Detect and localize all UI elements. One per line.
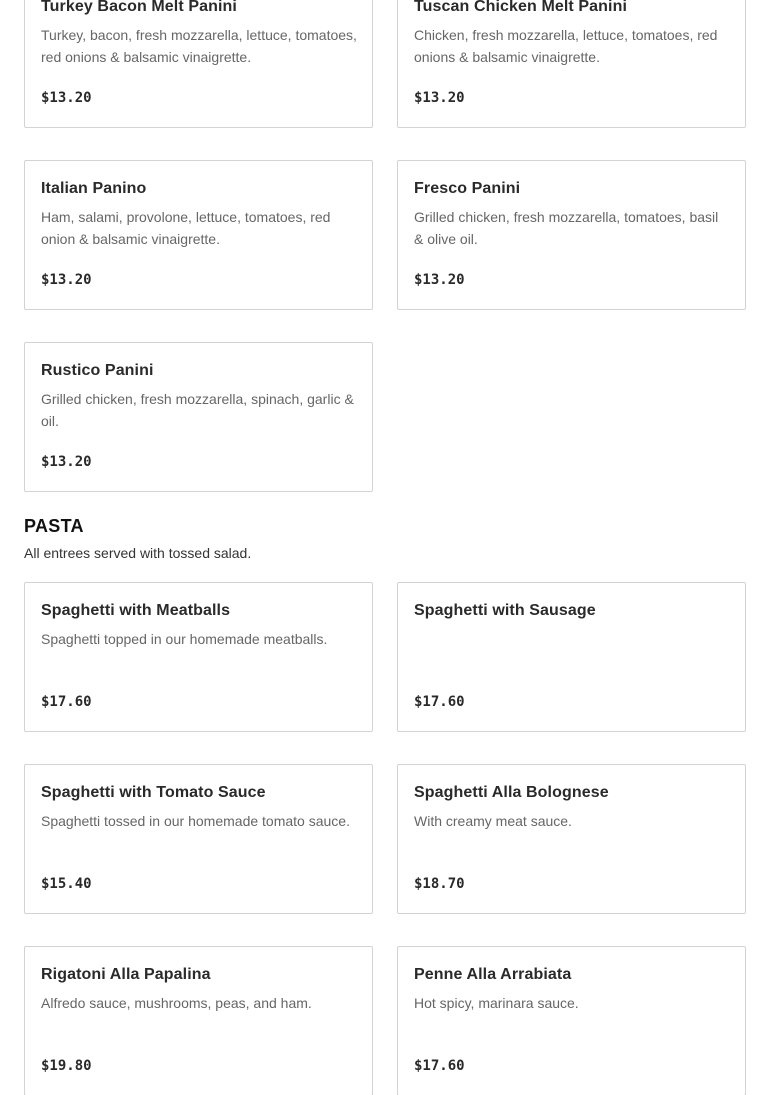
menu-item-card[interactable] [397,582,746,732]
item-description: Turkey, bacon, fresh mozzarella, lettuce, tomatoes, red onions & balsamic vinaigrette. [41,27,357,65]
item-name: Spaghetti with Tomato Sauce [41,784,266,801]
item-name: Turkey Bacon Melt Panini [41,0,237,15]
item-price: $17.60 [41,694,92,710]
item-name: Spaghetti with Meatballs [41,602,231,619]
item-description: With creamy meat sauce. [414,813,572,829]
item-price: $13.20 [41,454,92,470]
menu-item-card[interactable] [24,0,373,128]
item-price: $13.20 [41,90,92,106]
item-description: Spaghetti topped in our homemade meatballs. [41,631,328,647]
section-note: All entrees served with tossed salad. [24,545,252,561]
item-price: $19.80 [41,1058,92,1074]
section-title-pasta: PASTA [24,516,84,536]
item-price: $17.60 [414,1058,465,1074]
menu-item-card[interactable] [397,764,746,914]
item-price: $13.20 [41,272,92,288]
item-description: Spaghetti tossed in our homemade tomato sauce. [41,813,350,829]
menu-item-card[interactable] [397,0,746,128]
item-name: Tuscan Chicken Melt Panini [414,0,628,15]
item-name: Spaghetti with Sausage [414,602,596,619]
menu-item-card[interactable] [397,160,746,310]
item-name: Rustico Panini [41,362,154,379]
item-description: Alfredo sauce, mushrooms, peas, and ham. [41,995,312,1011]
item-name: Italian Panino [41,180,147,197]
menu-item-card[interactable] [24,582,373,732]
item-description: Grilled chicken, fresh mozzarella, tomatoes, basil & olive oil. [414,209,719,247]
item-price: $15.40 [41,876,92,892]
item-price: $13.20 [414,90,465,106]
menu-item-card[interactable] [24,342,373,492]
item-price: $18.70 [414,876,465,892]
menu-item-card[interactable] [24,160,373,310]
menu-item-card[interactable] [24,764,373,914]
item-description: Chicken, fresh mozzarella, lettuce, tomatoes, red onions & balsamic vinaigrette. [414,27,718,65]
menu-item-card[interactable] [397,946,746,1095]
item-name: Penne Alla Arrabiata [414,966,572,983]
item-description: Hot spicy, marinara sauce. [414,995,579,1011]
item-name: Rigatoni Alla Papalina [41,966,211,983]
item-name: Fresco Panini [414,180,521,197]
item-price: $13.20 [414,272,465,288]
item-name: Spaghetti Alla Bolognese [414,784,609,801]
item-description: Grilled chicken, fresh mozzarella, spinach, garlic & oil. [41,391,354,429]
menu-item-card[interactable] [24,946,373,1095]
item-description: Ham, salami, provolone, lettuce, tomatoes, red onion & balsamic vinaigrette. [41,209,331,247]
item-price: $17.60 [414,694,465,710]
